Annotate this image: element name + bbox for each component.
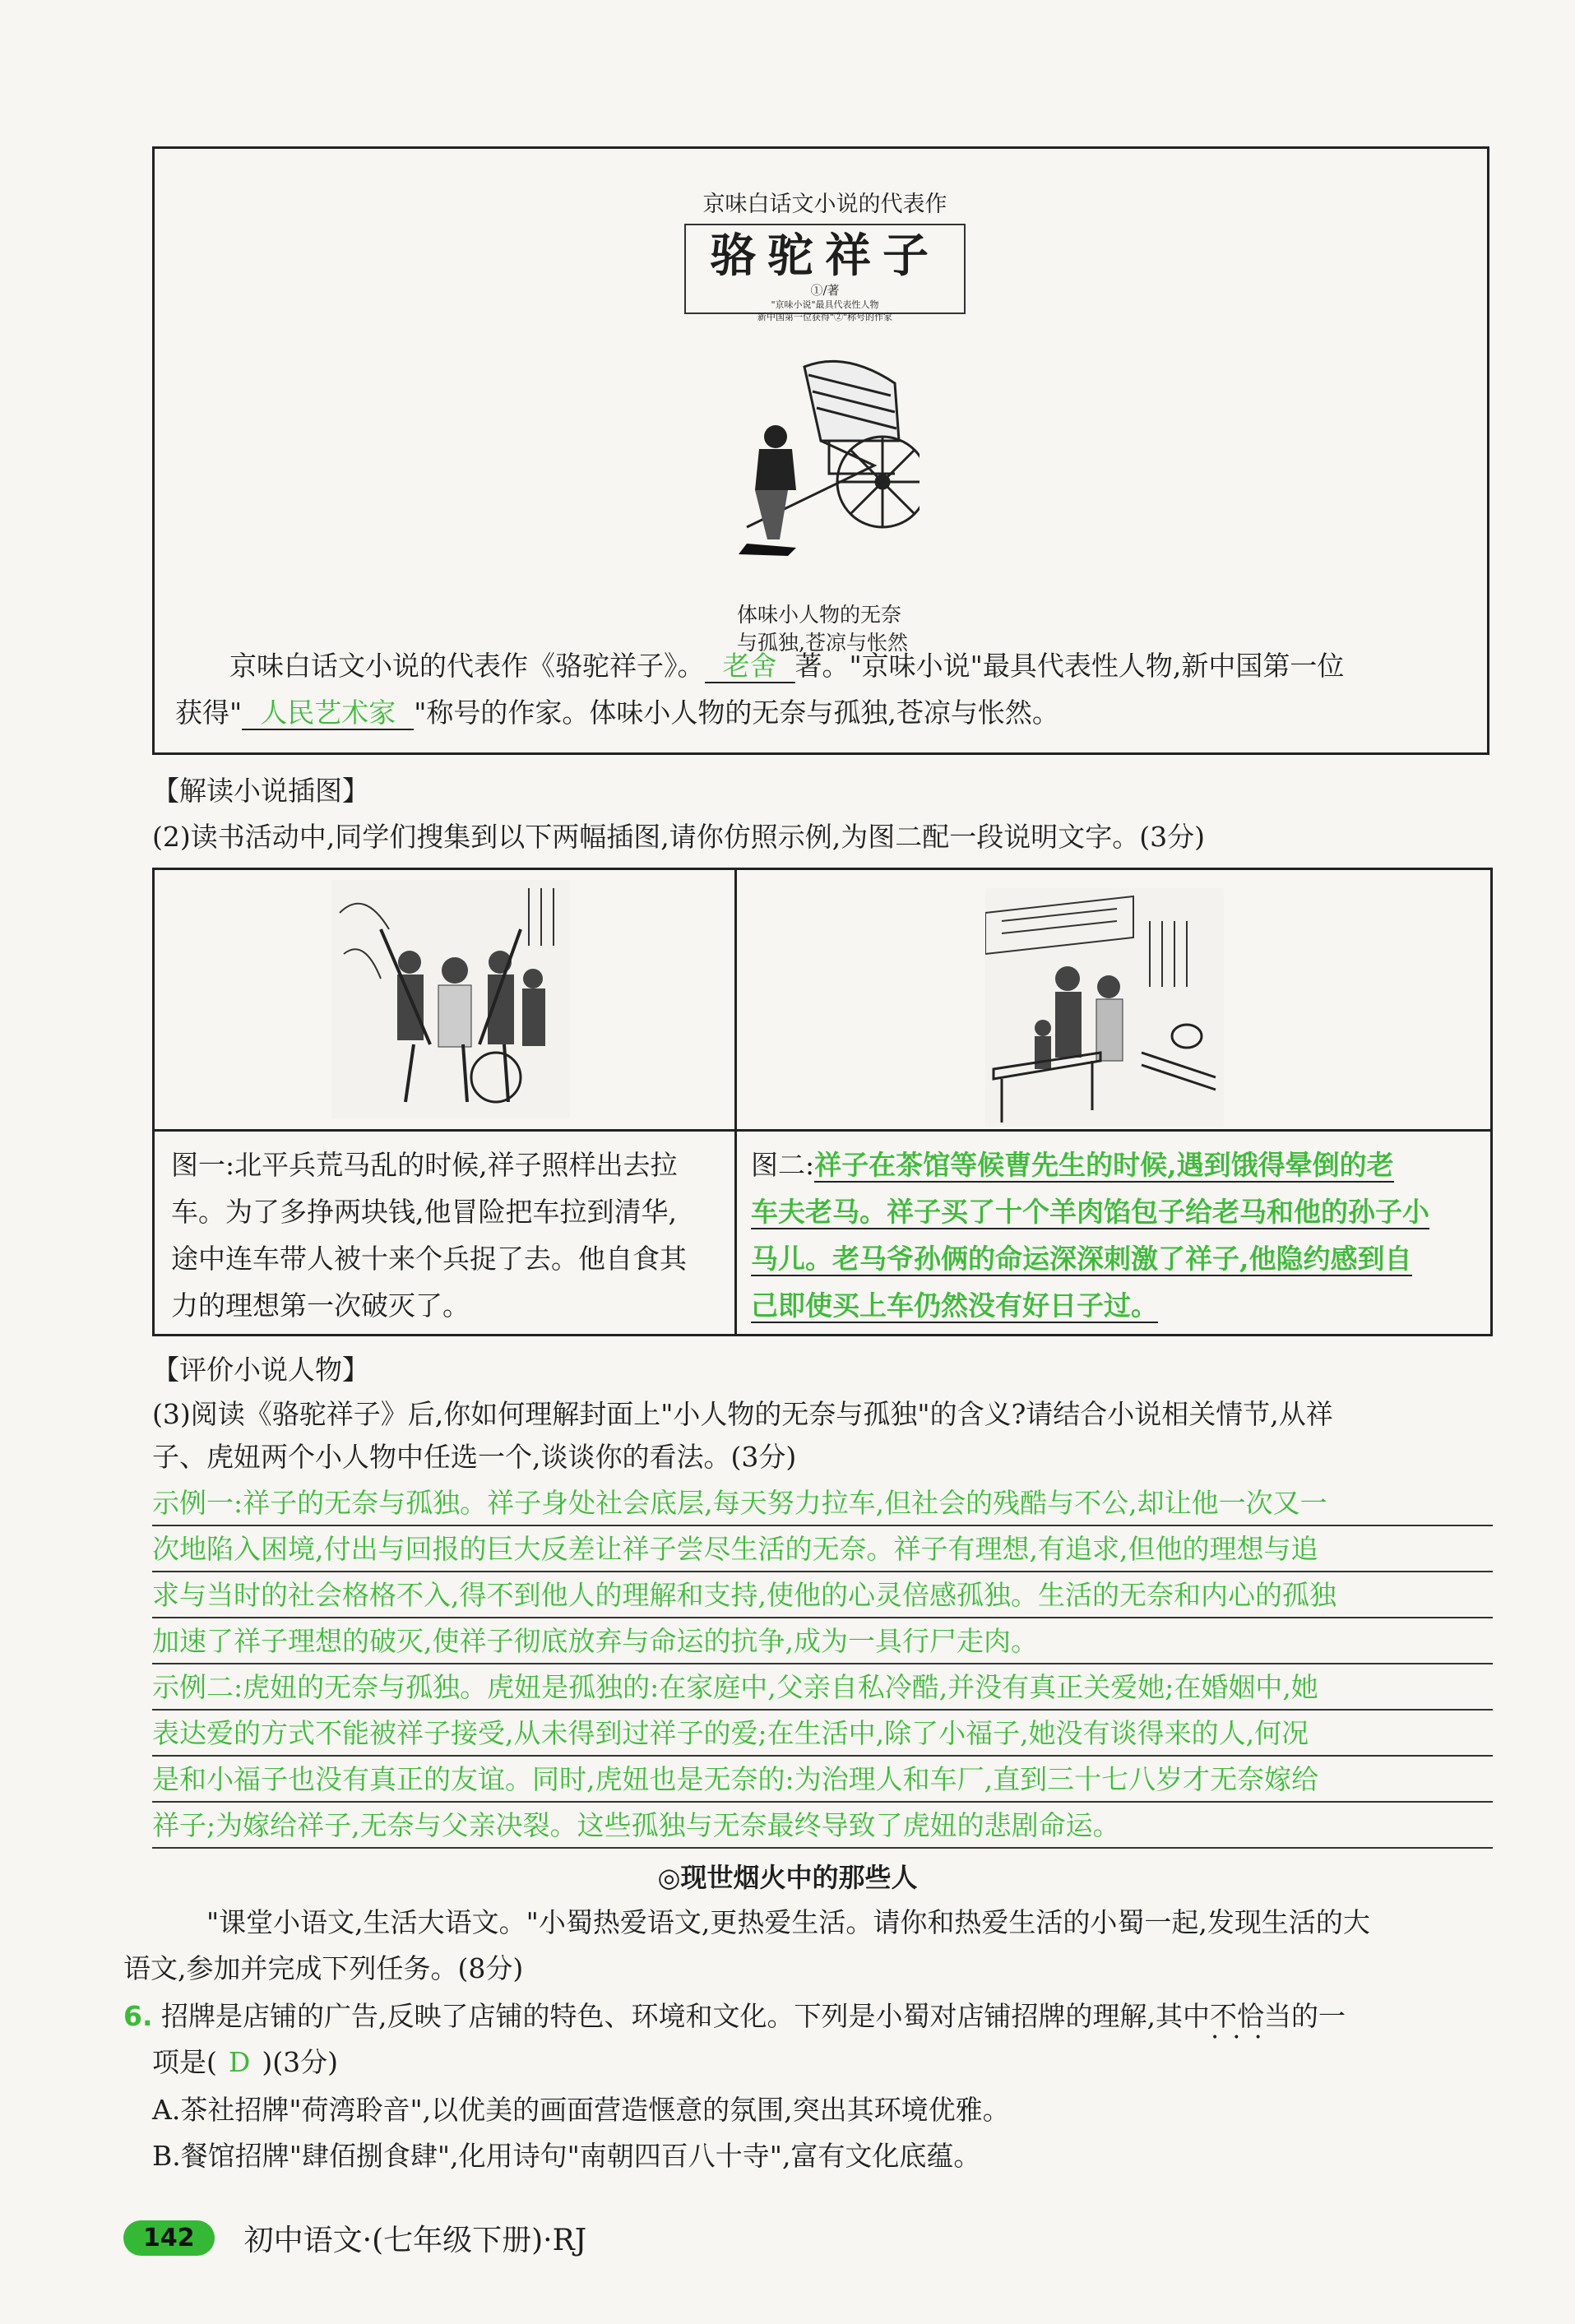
answer-example-2-line: 是和小福子也没有真正的友谊。同时,虎妞也是无奈的:为治理人和车厂,直到三十七八岁才无奈嫁给 bbox=[152, 1757, 1493, 1803]
answer-example-1-line: 示例一:祥子的无奈与孤独。祥子身处社会底层,每天努力拉车,但社会的残酷与不公,却让他一次又一 bbox=[152, 1480, 1493, 1526]
section-intro-line-2: 语文,参加并完成下列任务。(8分) bbox=[123, 1952, 524, 1984]
answer-example-1-line: 加速了祥子理想的破灭,使祥子彻底放弃与命运的抗争,成为一具行尸走肉。 bbox=[152, 1618, 1493, 1664]
option-b: B.餐馆招牌"肆佰捌食肆",化用诗句"南朝四百八十寺",富有文化底蕴。 bbox=[152, 2140, 981, 2172]
answer-example-2 bbox=[152, 1664, 1493, 1849]
question-6-text-end: 的一 bbox=[1290, 2000, 1346, 2032]
book-title: 初中语文·(七年级下册)·RJ bbox=[243, 2223, 587, 2257]
heading-evaluate: 【评价小说人物】 bbox=[152, 1354, 369, 1386]
figure-2-teahouse-illustration bbox=[985, 888, 1224, 1127]
question-6-text: 招牌是店铺的广告,反映了店铺的特色、环境和文化。下列是小蜀对店铺招牌的理解,其中 bbox=[161, 2000, 1210, 2032]
card-paragraph bbox=[175, 642, 1466, 736]
option-a: A.茶社招牌"荷湾聆音",以优美的画面营造惬意的氛围,突出其环境优雅。 bbox=[152, 2094, 1010, 2126]
card-text-1a: 京味白话文小说的代表作《骆驼祥子》。 bbox=[229, 650, 705, 682]
question-3-line-1: (3)阅读《骆驼祥子》后,你如何理解封面上"小人物的无奈与孤独"的含义?请结合小说相关情节,从祥 bbox=[152, 1398, 1333, 1430]
figure-2-caption-line bbox=[751, 1282, 1479, 1329]
cover-title-box bbox=[684, 224, 966, 322]
answer-author: 老舍 bbox=[705, 650, 795, 683]
question-2: (2)读书活动中,同学们搜集到以下两幅插图,请你仿照示例,为图二配一段说明文字。(3分) bbox=[152, 821, 1205, 853]
question-6-line-2 bbox=[152, 2041, 1493, 2084]
figure-2-answer-line: 己即使买上车仍然没有好日子过。 bbox=[751, 1289, 1158, 1322]
figure-1-caption-line: 力的理想第一次破灭了。 bbox=[171, 1289, 470, 1322]
card-text-1b: 著。"京味小说"最具代表性人物,新中国第一位 bbox=[794, 650, 1345, 682]
table-divider-horizontal bbox=[155, 1129, 1490, 1132]
cover-caption-line-1: 体味小人物的无奈 bbox=[737, 603, 902, 627]
figure-2-caption-line bbox=[751, 1188, 1479, 1235]
figure-2-answer-line: 祥子在茶馆等候曹先生的时候,遇到饿得晕倒的老 bbox=[814, 1149, 1394, 1181]
answer-example-2-line: 祥子;为嫁给祥子,无奈与父亲决裂。这些孤独与无奈最终导致了虎妞的悲剧命运。 bbox=[152, 1803, 1493, 1849]
rickshaw-illustration bbox=[730, 350, 920, 556]
answer-example-1 bbox=[152, 1480, 1493, 1664]
card-text-2b: "称号的作家。体味小人物的无奈与孤独,苍凉与怅然。 bbox=[414, 697, 1059, 729]
section-heading-life: ◎现世烟火中的那些人 bbox=[657, 1862, 918, 1893]
figure-1-caption-line: 图一:北平兵荒马乱的时候,祥子照样出去拉 bbox=[171, 1149, 678, 1181]
card-line-2 bbox=[175, 689, 1466, 736]
card-text-2a: 获得" bbox=[175, 697, 243, 729]
question-6-paren-open: 项是( bbox=[152, 2046, 217, 2078]
section-intro-line-1: "课堂小语文,生活大语文。"小蜀热爱语文,更热爱生活。请你和热爱生活的小蜀一起,发现生活的大 bbox=[206, 1906, 1370, 1938]
cover-caption-line-2: 与孤独,苍凉与怅然 bbox=[737, 631, 908, 655]
figure-2-caption-line bbox=[751, 1141, 1479, 1188]
card-line-1 bbox=[175, 642, 1466, 689]
answer-example-1-line: 求与当时的社会格格不入,得不到他人的理解和支持,使他的心灵倍感孤独。生活的无奈和内心的孤独 bbox=[152, 1572, 1493, 1618]
book-cover bbox=[681, 186, 969, 655]
cover-subtitle-1: "京味小说"最具代表性人物 bbox=[771, 299, 879, 310]
figure-2-caption-line bbox=[751, 1235, 1479, 1282]
figure-2-label: 图二: bbox=[751, 1149, 815, 1181]
answer-example-1-line: 次地陷入困境,付出与回报的巨大反差让祥子尝尽生活的无奈。祥子有理想,有追求,但他的理想与追 bbox=[152, 1526, 1493, 1572]
cover-subtitle-2: 新中国第一位获得"②"称号的作家 bbox=[757, 312, 893, 322]
page-footer bbox=[123, 2216, 586, 2259]
heading-illustrations: 【解读小说插图】 bbox=[152, 775, 369, 807]
question-3-line-2: 子、虎妞两个小人物中任选一个,谈谈你的看法。(3分) bbox=[152, 1441, 797, 1473]
question-6-line-1 bbox=[123, 1995, 1464, 2038]
figure-1-soldiers-illustration bbox=[331, 880, 570, 1118]
answer-example-2-line: 表达爱的方式不能被祥子接受,从未得到过祥子的爱;在生活中,除了小福子,她没有谈得来的人,何况 bbox=[152, 1711, 1493, 1757]
figure-1-caption bbox=[171, 1141, 722, 1329]
question-6-number: 6. bbox=[123, 2000, 153, 2032]
figure-2-answer-line: 车夫老马。祥子买了十个羊肉馅包子给老马和他的孙子小 bbox=[751, 1196, 1429, 1228]
figure-2-caption bbox=[751, 1141, 1479, 1329]
table-divider-vertical bbox=[734, 870, 737, 1334]
cover-title: 骆驼祥子 bbox=[710, 229, 940, 283]
illustration-table bbox=[152, 868, 1493, 1336]
question-6-answer: D bbox=[228, 2046, 251, 2078]
question-6-paren-close: )(3分) bbox=[262, 2046, 338, 2078]
figure-1-caption-line: 途中连车带人被十来个兵捉了去。他自食其 bbox=[171, 1243, 687, 1275]
answer-example-2-line: 示例二:虎妞的无奈与孤独。虎妞是孤独的:在家庭中,父亲自私冷酷,并没有真正关爱她;在婚姻中,她 bbox=[152, 1664, 1493, 1711]
cover-author-mark: ①/著 bbox=[810, 283, 840, 298]
answer-title: 人民艺术家 bbox=[242, 697, 414, 730]
figure-1-caption-line: 车。为了多挣两块钱,他冒险把车拉到清华, bbox=[171, 1196, 677, 1228]
cover-tagline: 京味白话文小说的代表作 bbox=[702, 192, 947, 217]
book-card-box bbox=[152, 146, 1489, 755]
page-number-badge: 142 bbox=[123, 2220, 215, 2256]
figure-2-answer-line: 马儿。老马爷孙俩的命运深深刺激了祥子,他隐约感到自 bbox=[751, 1243, 1412, 1275]
question-6-emphasis: 不恰当 ••• bbox=[1210, 1995, 1291, 2038]
